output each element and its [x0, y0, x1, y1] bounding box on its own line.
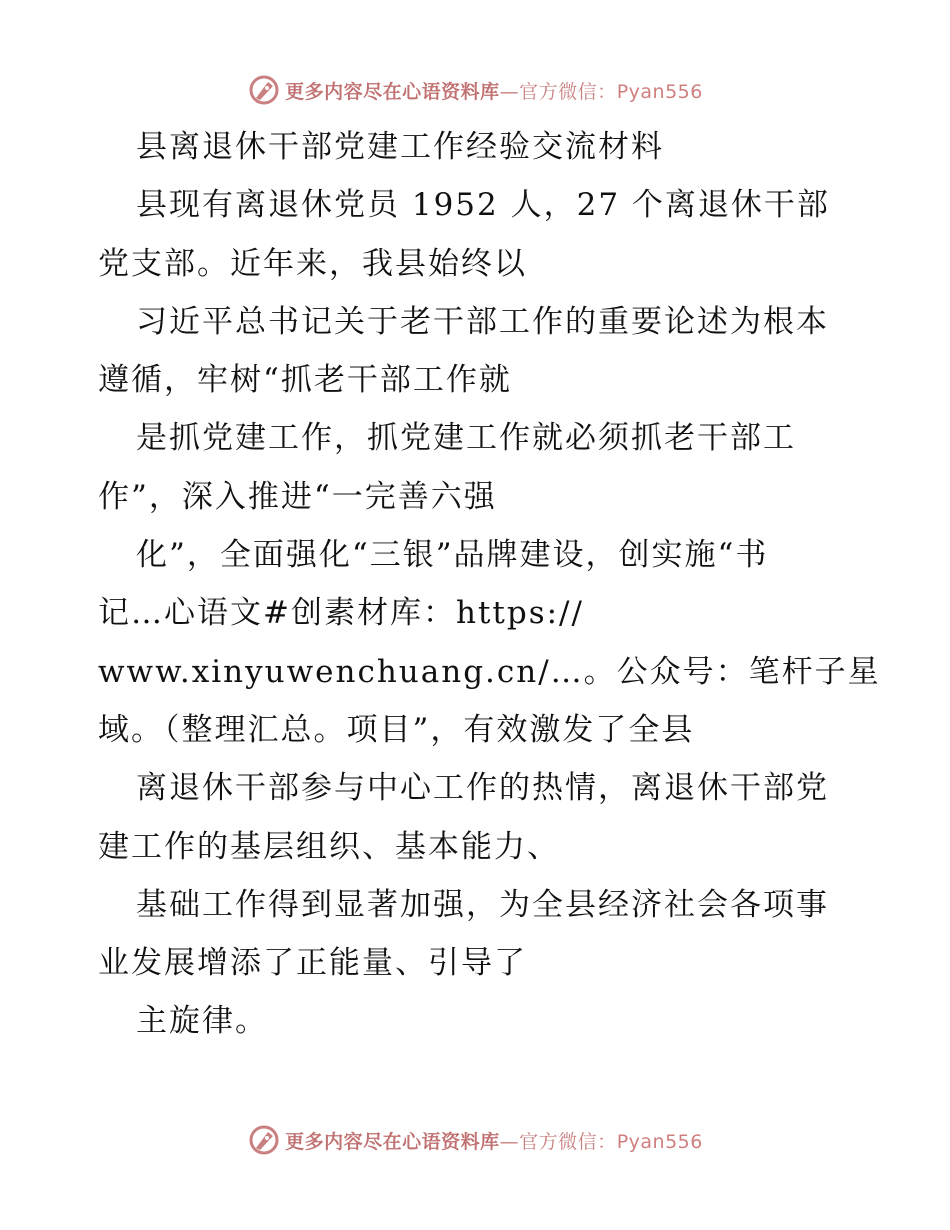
- paragraph-line: www.xinyuwenchuang.cn/…。公众号：笔杆子星: [98, 653, 881, 690]
- paragraph-line: 基础工作得到显著加强，为全县经济社会各项事: [136, 886, 829, 923]
- paragraph-line: 县现有离退休党员 1952 人，27 个离退休干部: [136, 187, 830, 224]
- footer-wechat-label: 官方微信：: [519, 1130, 617, 1153]
- document-title: 县离退休干部党建工作经验交流材料: [136, 129, 664, 165]
- paragraph-line: 习近平总书记关于老干部工作的重要论述为根本: [136, 303, 829, 340]
- paragraph-line: 建工作的基层组织、基本能力、: [98, 828, 560, 865]
- paragraph-line: 记…心语文#创素材库：https://: [98, 595, 584, 632]
- paragraph-line: 是抓党建工作，抓党建工作就必须抓老干部工: [136, 420, 796, 457]
- footer-banner-text: [285, 1127, 703, 1154]
- footer-wechat-account: Pyan556: [616, 1130, 703, 1153]
- header-separator: —: [499, 80, 520, 103]
- header-banner-text: [285, 77, 703, 104]
- paragraph-line: 化”，全面强化“三银”品牌建设，创实施“书: [136, 537, 769, 574]
- paragraph-line: 离退休干部参与中心工作的热情，离退休干部党: [136, 770, 829, 807]
- pen-nib-logo-icon: [247, 1123, 281, 1157]
- paragraph-line: 域。（整理汇总。项目”，有效激发了全县: [98, 711, 695, 748]
- header-wechat-label: 官方微信：: [519, 80, 617, 103]
- header-banner: [0, 70, 950, 110]
- paragraph-line: 党支部。近年来，我县始终以: [98, 245, 527, 282]
- header-library-text: 更多内容尽在心语资料库: [285, 80, 500, 103]
- paragraph-line: 遵循，牢树“抓老干部工作就: [98, 362, 512, 399]
- footer-library-text: 更多内容尽在心语资料库: [285, 1130, 500, 1153]
- pen-nib-logo-icon: [247, 73, 281, 107]
- paragraph-line: 主旋律。: [136, 1003, 268, 1040]
- paragraph-line: 业发展增添了正能量、引导了: [98, 945, 527, 982]
- footer-banner: [0, 1120, 950, 1160]
- document-body: [98, 118, 881, 1051]
- footer-separator: —: [499, 1130, 520, 1153]
- header-wechat-account: Pyan556: [616, 80, 703, 103]
- paragraph-line: 作”，深入推进“一完善六强: [98, 478, 497, 515]
